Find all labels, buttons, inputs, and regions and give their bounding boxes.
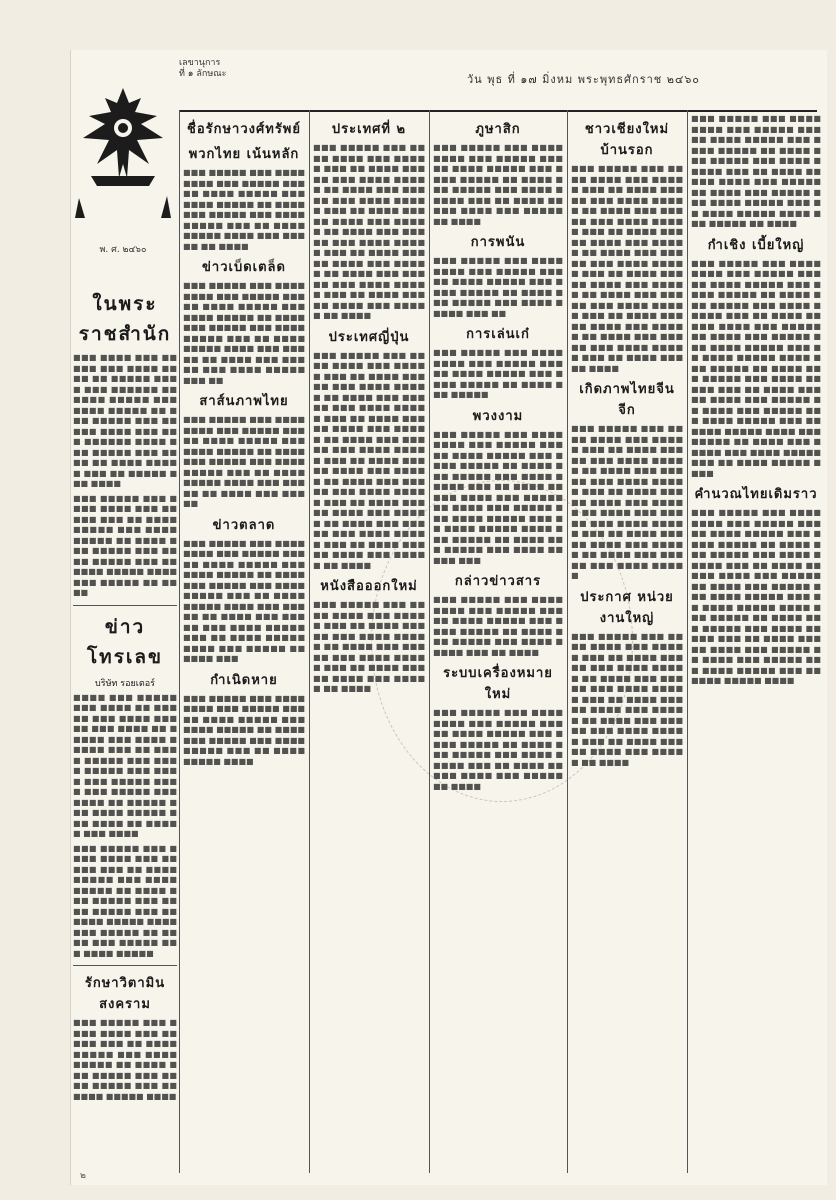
garuda-emblem-icon: [71, 68, 175, 258]
body-text: ■■■ ■■■■■ ■■■ ■■■■ ■■■■ ■■■ ■■■■■ ■■■ ■■ ■■■■ ■■■■■ ■■■ ■■■■ ■■■■■ ■■ ■■■■ ■■■ ■■■■■ ■■■ ■■■■ ■■■■■ ■■■ ■■ ■■■■ ■■■■■ ■■■■ ■■■ ■■■■■ ■■ ■■■■ ■■■ ■■■■■ ■■■ ■■■■ ■■■■■ ■■■ ■■ ■■■■ ■■■■■ ■■■■ ■■■ ■■■■■ ■■ ■■■■ ■■■ ■■■■■ ■■■ ■■■■ ■■■■■: [571, 424, 683, 580]
body-text: ■■■ ■■■■■ ■■■ ■■■■ ■■■■ ■■■ ■■■■■ ■■■ ■■ ■■■■ ■■■■■ ■■■ ■■■■ ■■■■■ ■■ ■■■■ ■■■ ■■■■■ ■■■ ■■■■ ■■■■■ ■■■ ■■ ■■■■ ■■■■■ ■■■■ ■■■ ■■■■■ ■■ ■■■■ ■■■ ■■■■■ ■■■ ■■■■ ■■■■■ ■■■ ■■ ■■■■ ■■■■■ ■■■■ ■■■ ■■■■■ ■■ ■■■■ ■■■ ■■■■■ ■■■ ■■■■ ■■■■■ ■■■: [433, 429, 563, 565]
body-text: ■■■ ■■■■■ ■■■ ■■■■ ■■■■ ■■■ ■■■■■ ■■■ ■■ ■■■■ ■■■■■ ■■■ ■■■■ ■■■■■ ■■ ■■■■ ■■■ ■■■■■ ■■■ ■■■■ ■■■■■ ■■■ ■■ ■■■■ ■■■■■ ■■■■: [183, 693, 305, 766]
column-3: [433, 114, 563, 1171]
newspaper-page: [70, 50, 827, 1185]
column-heading: เกิดภาพไทยจีนจีก: [579, 382, 675, 418]
issue-date: วัน พุธ ที่ ๑๗ มิ่งหม พระพุทธศักราช ๒๔๖๐: [467, 73, 701, 86]
masthead: [179, 58, 817, 92]
column-heading: ประกาศ หน่วยงานใหญ่: [580, 589, 674, 626]
publication-line-1: เลขานุการ: [179, 58, 221, 68]
body-text: ■■■ ■■■■■ ■■■ ■■■■ ■■■■ ■■■ ■■■■■ ■■■ ■■ ■■■■ ■■■■■ ■■■ ■■■■ ■■■■■ ■■ ■■■■ ■■■ ■■■■■ ■■■ ■■■■ ■■■■■ ■■■ ■■ ■■■■ ■■■■■ ■■■■ ■■■ ■■■■■ ■■ ■■■■ ■■■ ■■■■■ ■■■ ■■■■ ■■■■■ ■■■ ■■ ■■■■ ■■■■■ ■■■■ ■■■ ■■■■■ ■■ ■■■■ ■■■ ■■■■■ ■■■ ■■■■ ■■■■■ ■■■ ■■ ■■■■ ■■■■■ ■■■■ ■■■ ■■■■■ ■■ ■■■■ ■■■ ■■■■■ ■■■ ■■■■ ■■■■■ ■■■ ■■ ■■■■ ■■■■■ ■■■■: [691, 508, 821, 685]
body-text: ■■■ ■■■■■ ■■■ ■■■■ ■■■■ ■■■ ■■■■■ ■■■ ■■ ■■■■ ■■■■■ ■■■ ■■■■ ■■■■■ ■■ ■■■■ ■■■ ■■■■■ ■■■ ■■■■ ■■■■■ ■■■ ■■ ■■■■ ■■■■■ ■■■■ ■■■ ■■■■■ ■■ ■■■■ ■■■ ■■■■■ ■■■ ■■■■ ■■■■■ ■■■ ■■ ■■■■ ■■■■■ ■■■■ ■■■ ■■■■■ ■■ ■■■■ ■■■ ■■■■■ ■■■ ■■■■ ■■■■■ ■■■ ■■ ■■■■ ■■■■■ ■■■■ ■■■ ■■■■■ ■■ ■■■■: [313, 143, 425, 320]
body-text: ■■■■ ■■■ ■■■■■ ■■■ ■■■■ ■■ ■■■■■ ■■■ ■■■■ ■■■■■ ■■■ ■■■■ ■■ ■■■■■ ■■■ ■■■■ ■■■■■ ■■■ ■■ ■■■■ ■■■■■ ■■■ ■■■■ ■■■■■ ■■■ ■■■■ ■■■ ■■■■■ ■■■■ ■■■ ■■■■■ ■■■ ■■■■ ■■ ■■■■■ ■■■ ■■■■ ■■■■■ ■■■ ■■■■ ■■ ■■■■■ ■■■ ■■■■: [73, 692, 177, 838]
column-5: [691, 114, 821, 1171]
column-heading: หนังสือออกใหม่: [320, 579, 418, 594]
column-heading: ชาวเชียงใหม่ บ้านรอก: [584, 122, 670, 158]
column-heading: คำนวณไทยเดิมราว: [694, 487, 818, 502]
body-text: ■■■ ■■■■■ ■■■ ■■■■ ■■■■ ■■■ ■■■■■ ■■■ ■■ ■■■■ ■■■■■ ■■■ ■■■■ ■■■■■ ■■ ■■■■ ■■■ ■■■■■ ■■■ ■■■■ ■■■■■ ■■■ ■■ ■■■■ ■■■■■ ■■■■ ■■■ ■■■■■ ■■ ■■■■ ■■■ ■■■■■ ■■■ ■■■■ ■■■■■: [73, 843, 177, 958]
separator: [73, 965, 177, 966]
column-heading: สาส์นภาพไทย: [199, 394, 289, 409]
body-text: ■■■ ■■■■■ ■■■ ■■■■ ■■■■ ■■■ ■■■■■ ■■■ ■■ ■■■■ ■■■■■ ■■■ ■■■■ ■■■■■ ■■ ■■■■ ■■■ ■■■■■ ■■■ ■■■■ ■■■■■ ■■■ ■■ ■■■■ ■■■■■ ■■■■ ■■■ ■■■■■ ■■ ■■■■: [433, 708, 563, 791]
body-text: ■■■ ■■■■■ ■■■ ■■■■ ■■■■ ■■■ ■■■■■ ■■■ ■■ ■■■■ ■■■■■ ■■■ ■■■■ ■■■■■ ■■ ■■■■ ■■■ ■■■■■ ■■■ ■■■■ ■■■■■ ■■■ ■■ ■■■■ ■■■■■ ■■■■ ■■■ ■■■■■ ■■ ■■■■ ■■■ ■■■■■ ■■■ ■■■■ ■■■■■ ■■■ ■■ ■■■■ ■■■■■ ■■■■ ■■■ ■■■■■ ■■ ■■■■ ■■■ ■■■■■ ■■■ ■■■■ ■■■■■ ■■■ ■■ ■■■■ ■■■■■ ■■■■ ■■■ ■■■■■ ■■ ■■■■ ■■■ ■■■■■ ■■■ ■■■■ ■■■■■ ■■■ ■■ ■■■■ ■■■■■ ■■■■: [571, 164, 683, 373]
column-rule: [429, 110, 430, 1173]
column-rule: [687, 110, 688, 1173]
body-text: ■■■ ■■■■■ ■■■ ■■■■ ■■■■ ■■■ ■■■■■ ■■■ ■■ ■■■■ ■■■■■ ■■■ ■■■■ ■■■■■ ■■ ■■■■ ■■■ ■■■■■ ■■■ ■■■■ ■■■■■ ■■■ ■■ ■■■■ ■■■■■ ■■■■ ■■■ ■■■■■ ■■ ■■■■: [313, 600, 425, 693]
body-text: ■■■ ■■■■■ ■■■ ■■■■ ■■■■ ■■■ ■■■■■ ■■■ ■■ ■■■■ ■■■■■ ■■■ ■■■■ ■■■■■ ■■ ■■■■ ■■■ ■■■■■ ■■■ ■■■■ ■■■■■ ■■■ ■■ ■■■■ ■■■■■ ■■■■: [73, 1018, 177, 1101]
column-heading: ประเทศญี่ปุ่น: [328, 329, 410, 345]
masthead-rule: [179, 110, 817, 112]
column-heading: ภูษาสิก: [475, 122, 521, 137]
war-heading: รักษาวิตามิน สงคราม: [84, 976, 166, 1012]
separator: [73, 605, 177, 606]
telegram-news-heading: ข่าวโทรเลข: [86, 615, 164, 668]
column-heading: ชื่อรักษาวงศ์ทรัพย์: [187, 122, 301, 137]
body-text: ■■■ ■■■■■ ■■■ ■■■■ ■■■■ ■■■ ■■■■■ ■■■ ■■ ■■■■ ■■■■■ ■■■ ■■■■ ■■■■■ ■■ ■■■■ ■■■ ■■■■■ ■■■ ■■■■ ■■■■■ ■■■ ■■: [433, 256, 563, 318]
column-4: [571, 114, 683, 1171]
column-rule: [567, 110, 568, 1173]
body-text: ■■■ ■■■■■ ■■■ ■■■■ ■■■■ ■■■ ■■■■■ ■■■ ■■ ■■■■ ■■■■■ ■■■ ■■■■ ■■■■■ ■■ ■■■■ ■■■ ■■■■■ ■■■ ■■■■ ■■■■■ ■■■ ■■ ■■■■: [433, 595, 563, 657]
column-heading: ข่าวตลาด: [212, 517, 276, 533]
column-heading: กำเนิดหาย: [210, 672, 278, 688]
body-text: ■■■ ■■■■■ ■■■ ■■■■ ■■■■ ■■■ ■■■■■ ■■■ ■■ ■■■■ ■■■■■ ■■■ ■■■■ ■■■■■ ■■ ■■■■ ■■■ ■■■■■ ■■■ ■■■■ ■■■■■ ■■■ ■■ ■■■■ ■■■■■ ■■■■ ■■■ ■■■■■ ■■ ■■■■ ■■■ ■■■■■ ■■■ ■■■■ ■■■■■ ■■■ ■■ ■■■■ ■■■■■ ■■■■ ■■■ ■■■■■ ■■ ■■■■ ■■■ ■■■■■ ■■■ ■■■■ ■■■■■ ■■■ ■■ ■■■■ ■■■■■ ■■■■ ■■■ ■■■■■ ■■ ■■■■ ■■■ ■■■■■ ■■■ ■■■■ ■■■■■ ■■■ ■■ ■■■■ ■■■■■ ■■■■ ■■■ ■■■■■ ■■ ■■■■ ■■■ ■■■■■ ■■■ ■■■■ ■■■■■ ■■■ ■■ ■■■■ ■■■■■ ■■■■: [691, 258, 821, 478]
svg-text:พ. ศ. ๒๔๖๐: พ. ศ. ๒๔๖๐: [99, 245, 147, 255]
body-text: ■■■ ■■■■■ ■■■ ■■■■ ■■■■ ■■■ ■■■■■ ■■■ ■■ ■■■■ ■■■■■ ■■■ ■■■■ ■■■■■ ■■ ■■■■ ■■■ ■■■■■ ■■■ ■■■■ ■■■■■ ■■■ ■■ ■■■■ ■■■■■ ■■■■ ■■■ ■■■■■ ■■ ■■■■ ■■■ ■■■■■ ■■■ ■■■■ ■■■■■ ■■■ ■■ ■■■■ ■■■■■ ■■■■ ■■■ ■■■■■ ■■ ■■■■ ■■■ ■■■■■ ■■■ ■■■■ ■■■■■ ■■■ ■■ ■■■■ ■■■■■ ■■■■ ■■■ ■■■■■ ■■ ■■■■ ■■■ ■■■■■ ■■■ ■■■■ ■■■■■ ■■■ ■■ ■■■■ ■■■■■ ■■■■ ■■■ ■■■■■ ■■ ■■■■: [313, 350, 425, 570]
publication-info: [179, 58, 399, 80]
column-sub-heading: พวกไทย เน้นหลัก: [188, 147, 300, 162]
column-heading: ประเทศที่ ๒: [331, 122, 407, 137]
column-heading: การพนัน: [470, 235, 526, 250]
body-text: ■■■ ■■■■■ ■■■ ■■■■ ■■■■ ■■■ ■■■■■ ■■■ ■■ ■■■■ ■■■■■ ■■■ ■■■■ ■■■■■ ■■ ■■■■ ■■■ ■■■■■ ■■■ ■■■■ ■■■■■ ■■■ ■■ ■■■■ ■■■■■ ■■■■ ■■■ ■■■■■ ■■ ■■■■ ■■■ ■■■■■ ■■■ ■■■■ ■■■■■ ■■■ ■■ ■■■■ ■■■■■ ■■■■ ■■■ ■■■■■ ■■ ■■■■: [691, 114, 821, 228]
body-text: ■■■ ■■■■ ■■■ ■■■■■ ■■■ ■■■■ ■■■■ ■■ ■■■■■ ■■■■ ■■■ ■■■■■■ ■■ ■■■■ ■■■■■ ■■■ ■■■■ ■■■■■ ■■ ■■■ ■■■■■ ■■■ ■■■■■ ■■■■ ■■■ ■■■ ■■■■■■ ■■■■ ■■■ ■■■■■ ■■■ ■■■■ ■■ ■■■■ ■■■■■ ■■■ ■■ ■■■■■ ■■■ ■■■■: [73, 353, 177, 488]
body-text: ■■■ ■■■■■ ■■■ ■■■■ ■■■■ ■■■ ■■■■■ ■■■ ■■ ■■■■ ■■■■■ ■■■ ■■■■ ■■■■■ ■■ ■■■■ ■■■ ■■■■■ ■■■ ■■■■ ■■■■■ ■■■ ■■ ■■■■ ■■■■■ ■■■■ ■■■ ■■■■■ ■■ ■■■■ ■■■ ■■■■■ ■■■ ■■■■ ■■■■■ ■■■ ■■ ■■■■ ■■■■■ ■■■■ ■■■ ■■■■■ ■■ ■■■■ ■■■: [183, 538, 305, 663]
body-text: ■■■ ■■■■■ ■■■ ■■■■ ■■■■ ■■■ ■■■■■ ■■■ ■■ ■■■■ ■■■■■ ■■■ ■■■■ ■■■■■ ■■ ■■■■ ■■■ ■■■■■: [433, 348, 563, 399]
body-text: ■■■ ■■■■■ ■■■ ■■■■ ■■■■ ■■■ ■■■■■ ■■■ ■■ ■■■■ ■■■■■ ■■■ ■■■■ ■■■■■ ■■ ■■■■ ■■■ ■■■■■ ■■■ ■■■■ ■■■■■ ■■■ ■■ ■■■■ ■■■■■ ■■■■ ■■■ ■■■■■ ■■ ■■■■ ■■■ ■■■■■: [183, 415, 305, 508]
column-heading: กำเชิง เบี้ยใหญ่: [707, 237, 805, 253]
column-rule: [179, 110, 180, 1173]
column-heading: กล่าวข่าวสาร: [454, 574, 542, 589]
column-heading: ข่าวเบ็ดเตล็ด: [202, 260, 286, 275]
column-heading: พวงงาม: [472, 408, 524, 424]
royal-heading: ในพระราชสำนัก: [78, 293, 172, 345]
publication-line-2: ที่ ๑ ลักษณะ: [179, 69, 227, 79]
column-heading: การเล่นเก๋: [466, 327, 530, 342]
body-text: ■■■ ■■■■■ ■■■ ■■■■ ■■■■ ■■■ ■■■■■ ■■■ ■■ ■■■■ ■■■■■ ■■■ ■■■■ ■■■■■ ■■ ■■■■ ■■■ ■■■■■ ■■■ ■■■■ ■■■■■ ■■■ ■■ ■■■■ ■■■■■ ■■■■ ■■■ ■■■■■ ■■ ■■■■ ■■■ ■■■■■ ■■■ ■■■■ ■■■■■ ■■■ ■■: [183, 281, 305, 385]
left-column: [73, 285, 177, 1106]
page-number: ๒: [80, 1171, 86, 1181]
telegram-source: บริษัท รอยเตอร์: [95, 678, 155, 689]
body-text: ■■■ ■■■■■ ■■■ ■■■■ ■■■■ ■■■ ■■■■■ ■■■ ■■ ■■■■ ■■■■■ ■■■ ■■■■ ■■■■■ ■■ ■■■■ ■■■ ■■■■■ ■■■ ■■■■ ■■■■■ ■■■ ■■ ■■■■ ■■■■■ ■■■■ ■■■ ■■■■■ ■■ ■■■■: [183, 168, 305, 251]
body-text: ■■■ ■■■■■ ■■■ ■■■■ ■■■■ ■■■ ■■■■■ ■■■ ■■ ■■■■ ■■■■■ ■■■ ■■■■ ■■■■■ ■■ ■■■■ ■■■ ■■■■■ ■■■ ■■■■ ■■■■■ ■■■ ■■ ■■■■ ■■■■■ ■■■■ ■■■ ■■■■■ ■■ ■■■■: [433, 143, 563, 226]
body-text: ■■■ ■■■■■ ■■■ ■■■■ ■■■■ ■■■ ■■■■■ ■■■ ■■ ■■■■ ■■■■■ ■■■ ■■■■ ■■■■■ ■■ ■■■■ ■■■ ■■■■■ ■■■ ■■■■ ■■■■■ ■■■ ■■ ■■■■ ■■■■■ ■■■■ ■■■ ■■■■■ ■■ ■■■■ ■■■ ■■■■■ ■■■ ■■■■ ■■■■■ ■■■ ■■ ■■■■ ■■■■■ ■■■■ ■■■ ■■■■■ ■■ ■■■■: [571, 631, 683, 767]
column-heading: ระบบเครื่องหมายใหม่: [443, 666, 553, 702]
column-rule: [309, 110, 310, 1173]
body-text: ■■■ ■■■■■ ■■■ ■■■■ ■■■■ ■■■ ■■■■■ ■■■ ■■ ■■■■ ■■■■■ ■■■ ■■■■ ■■■■■ ■■ ■■■■ ■■■ ■■■■■ ■■■ ■■■■ ■■■■■ ■■■ ■■ ■■■■ ■■■■■ ■■■■ ■■■ ■■■■■ ■■ ■■■■: [73, 493, 177, 597]
column-1: [183, 114, 305, 1171]
column-2: [313, 114, 425, 1171]
